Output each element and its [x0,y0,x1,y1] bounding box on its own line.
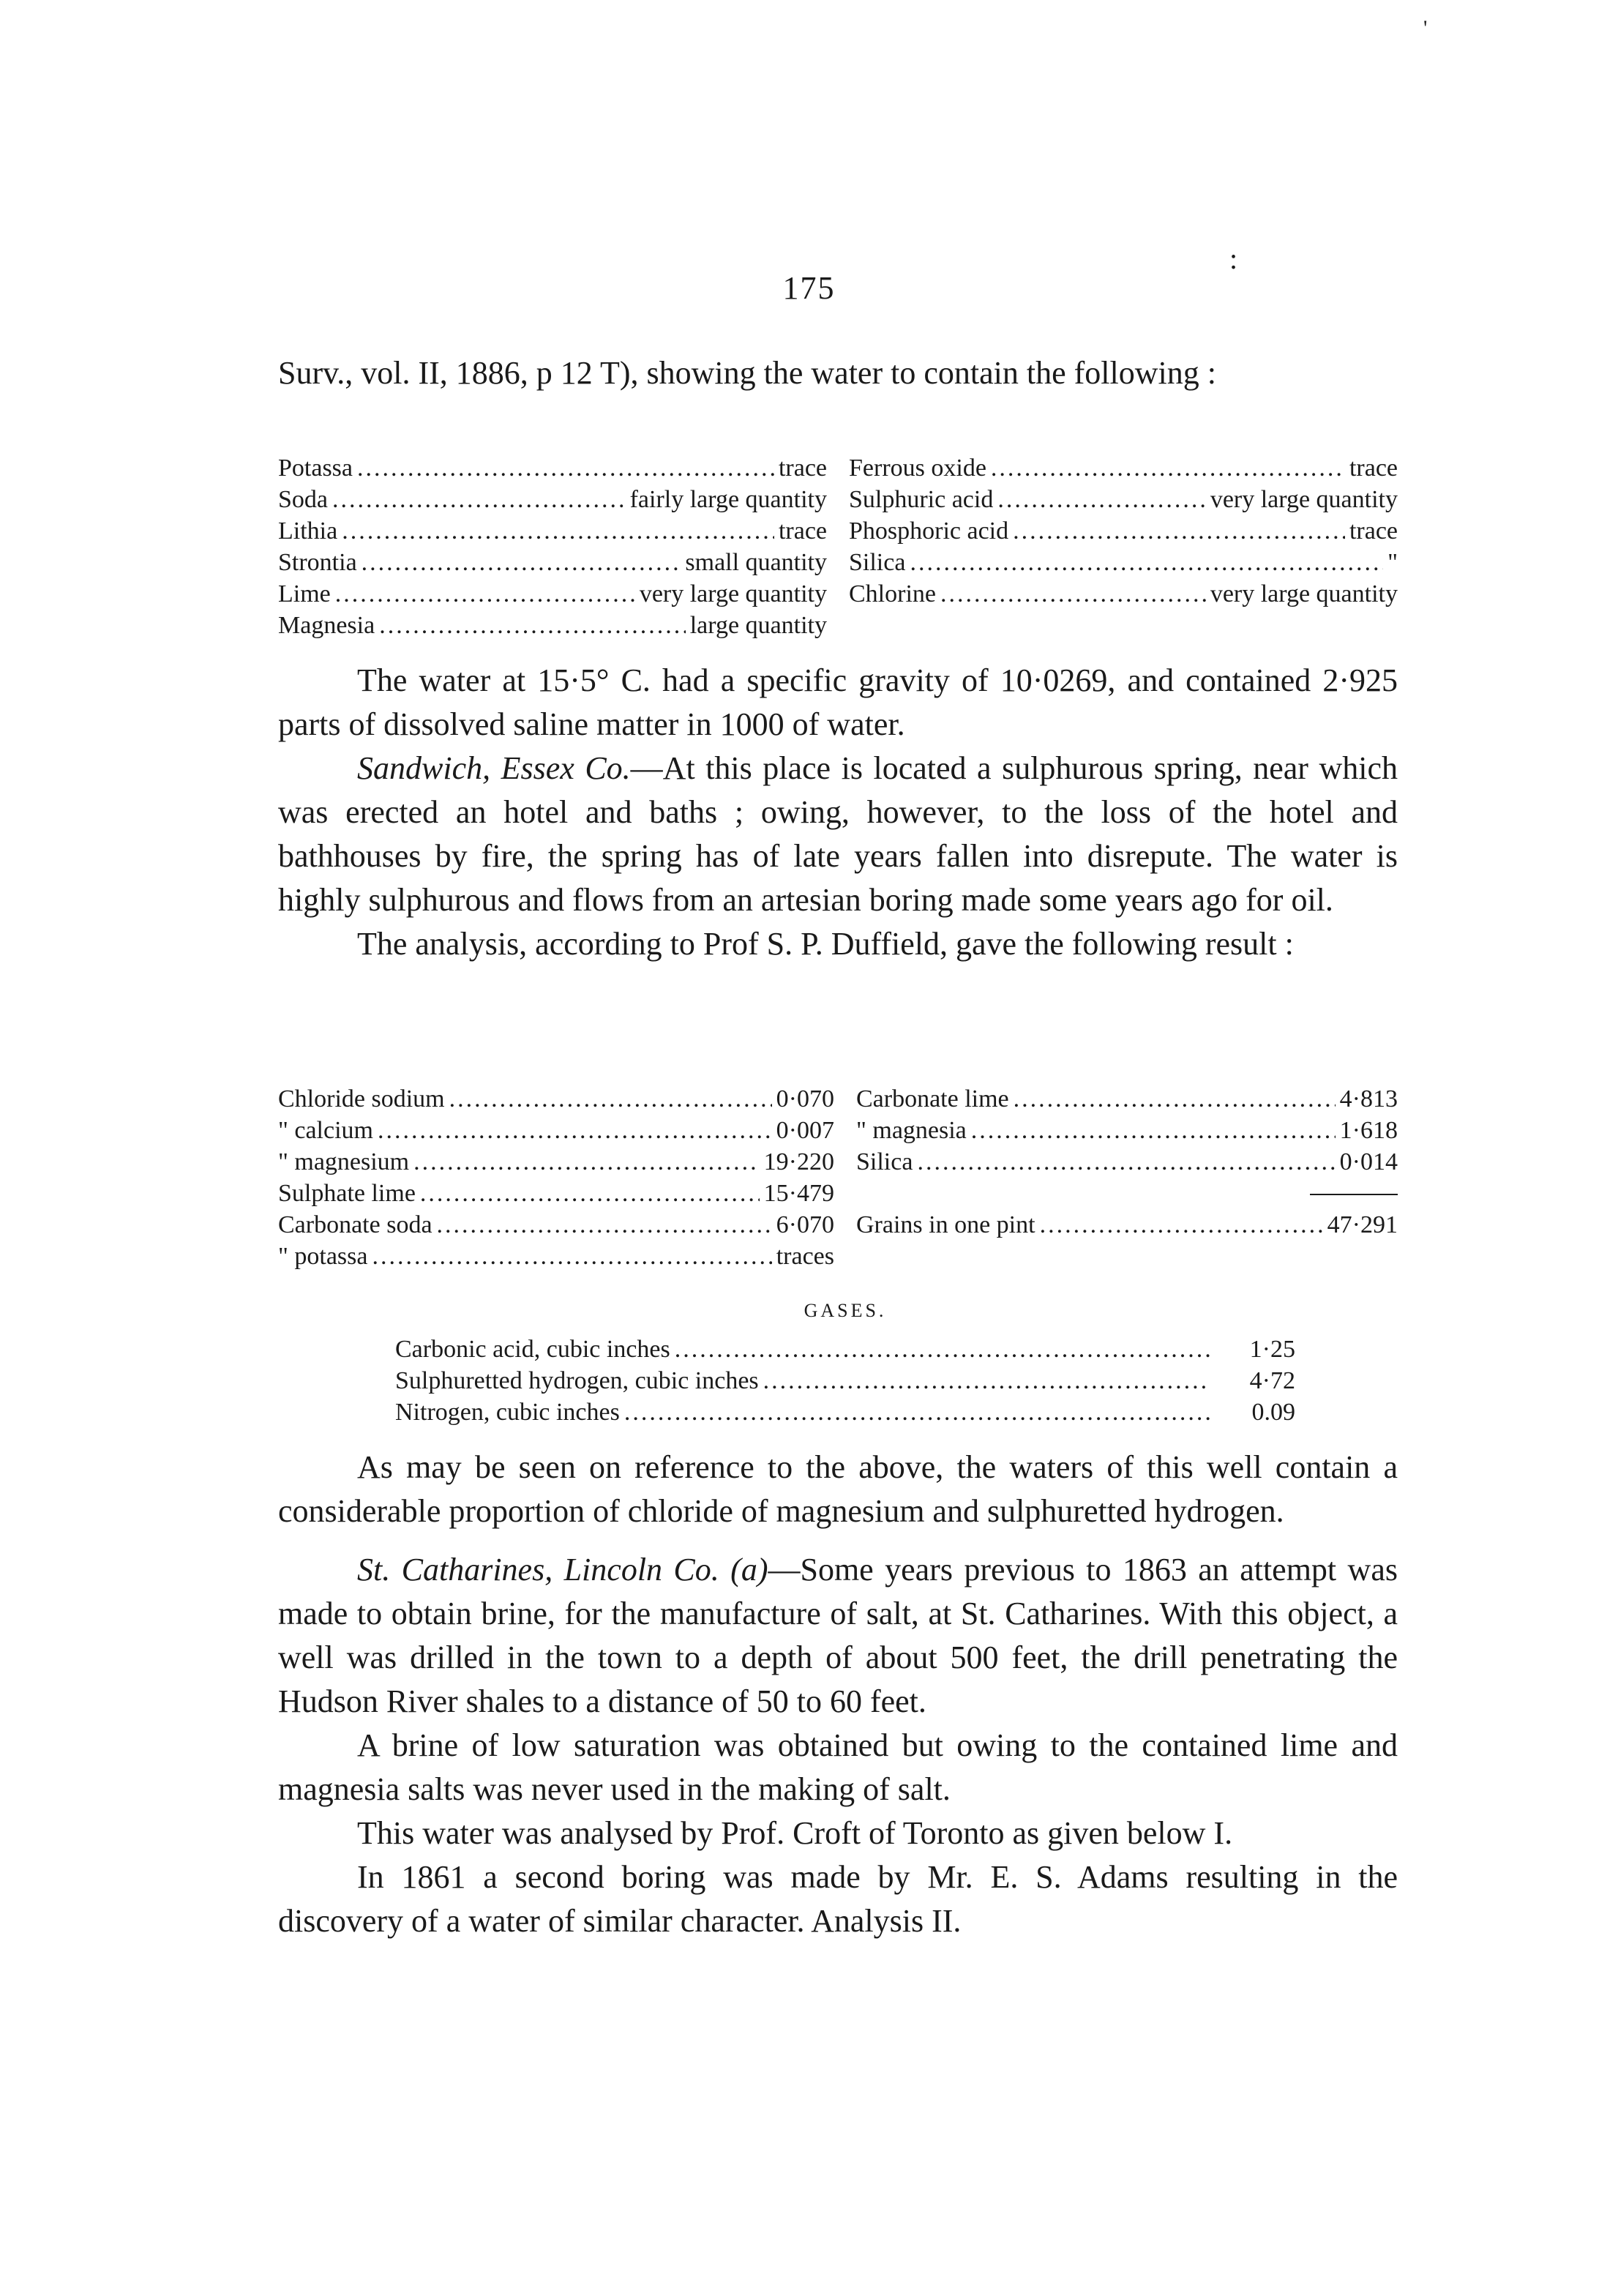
table-row: Silica ..... 0·014 [856,1146,1398,1178]
table-row: Soda ..... fairly large quantity [278,484,827,515]
sandwich-text: —At this place is located a sulphurous spring, near which was erected an hotel and baths ; owing, however, to the loss of the hotel and bathhouses by fire, the spring has of late years fallen into disrepute. The water is highly sulphurous and flows from an artesian boring made some years ago for oil. [278,750,1398,918]
st-catharines-text: —Some years previous to 1863 an attempt was made to obtain brine, for the manufacture of salt, at St. Catharines. With this object, a well was drilled in the town to a depth of about 500 feet, the drill penetrating the Hudson River shales to a distance of 50 to 60 feet. [278,1552,1398,1719]
page-number: 175 [782,270,836,306]
total-row: Grains in one pint ..... 47·291 [856,1209,1398,1241]
sandwich-paragraph [278,747,1398,922]
duffield-table-left [278,1083,834,1272]
corner-mark: ' [1423,16,1428,40]
table-row: Lithia ..... trace [278,515,827,547]
table-row: " calcium ..... 0·007 [278,1115,834,1146]
analysis-intro-paragraph: The analysis, according to Prof S. P. Duffield, gave the following result : [357,926,1294,962]
table-row: Sulphate lime ..... 15·479 [278,1178,834,1209]
table-row: Ferrous oxide ..... trace [849,452,1398,484]
magnesium-paragraph: As may be seen on reference to the above, the waters of this well contain a considerable proportion of chloride of magnesium and sulphuretted hydrogen. [278,1449,1398,1529]
gases-section [395,1277,1295,1428]
table-row: Strontia ..... small quantity [278,547,827,578]
table-row: Lime ..... very large quantity [278,578,827,610]
qualitative-table-left [278,452,827,641]
table-row: Potassa ..... trace [278,452,827,484]
sandwich-place-name: Sandwich, Essex Co. [357,750,631,786]
sandwich-section [278,659,1398,966]
table-row: Sulphuretted hydrogen, cubic inches ..... 4·72 [395,1365,1295,1396]
total-rule [1310,1178,1398,1195]
intro-paragraph: Surv., vol. II, 1886, p 12 T), showing the water to contain the following : [278,355,1216,391]
table-row: Silica ..... " [849,547,1398,578]
adams-1861-paragraph: In 1861 a second boring was made by Mr. E. S. Adams resulting in the discovery of a water of similar character. Analysis II. [278,1859,1398,1939]
intro-section [278,351,1398,395]
total-rule-row [856,1178,1398,1209]
table-row: Chloride sodium ..... 0·070 [278,1083,834,1115]
table-row: Phosphoric acid ..... trace [849,515,1398,547]
table-row: Magnesia ..... large quantity [278,610,827,641]
duffield-analysis-table [278,1083,1398,1272]
duffield-table-right [856,1083,1398,1272]
brine-paragraph: A brine of low saturation was obtained but owing to the contained lime and magnesia salts was never used in the making of salt. [278,1727,1398,1807]
table-row: " magnesium ..... 19·220 [278,1146,834,1178]
table-row: " magnesia ..... 1·618 [856,1115,1398,1146]
st-catharines-paragraph [278,1548,1398,1724]
specific-gravity-paragraph: The water at 15·5° C. had a specific gravity of 10·0269, and contained 2·925 parts of dissolved saline matter in 1000 of water. [278,662,1398,742]
qualitative-table [278,452,1398,641]
table-row: " potassa ..... traces [278,1241,834,1272]
table-row: Carbonic acid, cubic inches ..... 1·25 [395,1334,1295,1365]
table-row: Sulphuric acid ..... very large quantity [849,484,1398,515]
table-row: Chlorine ..... very large quantity [849,578,1398,610]
table-row: Carbonate soda ..... 6·070 [278,1209,834,1241]
table-row: Carbonate lime ..... 4·813 [856,1083,1398,1115]
gases-title: GASES. [804,1300,887,1321]
qualitative-table-right [849,452,1398,641]
margin-colon-mark: : [1229,242,1238,275]
st-catharines-place-name: St. Catharines, Lincoln Co. (a) [357,1552,768,1588]
table-row: Nitrogen, cubic inches ..... 0.09 [395,1396,1295,1428]
st-catharines-section [278,1446,1398,1943]
croft-paragraph: This water was analysed by Prof. Croft of Toronto as given below I. [357,1815,1233,1851]
